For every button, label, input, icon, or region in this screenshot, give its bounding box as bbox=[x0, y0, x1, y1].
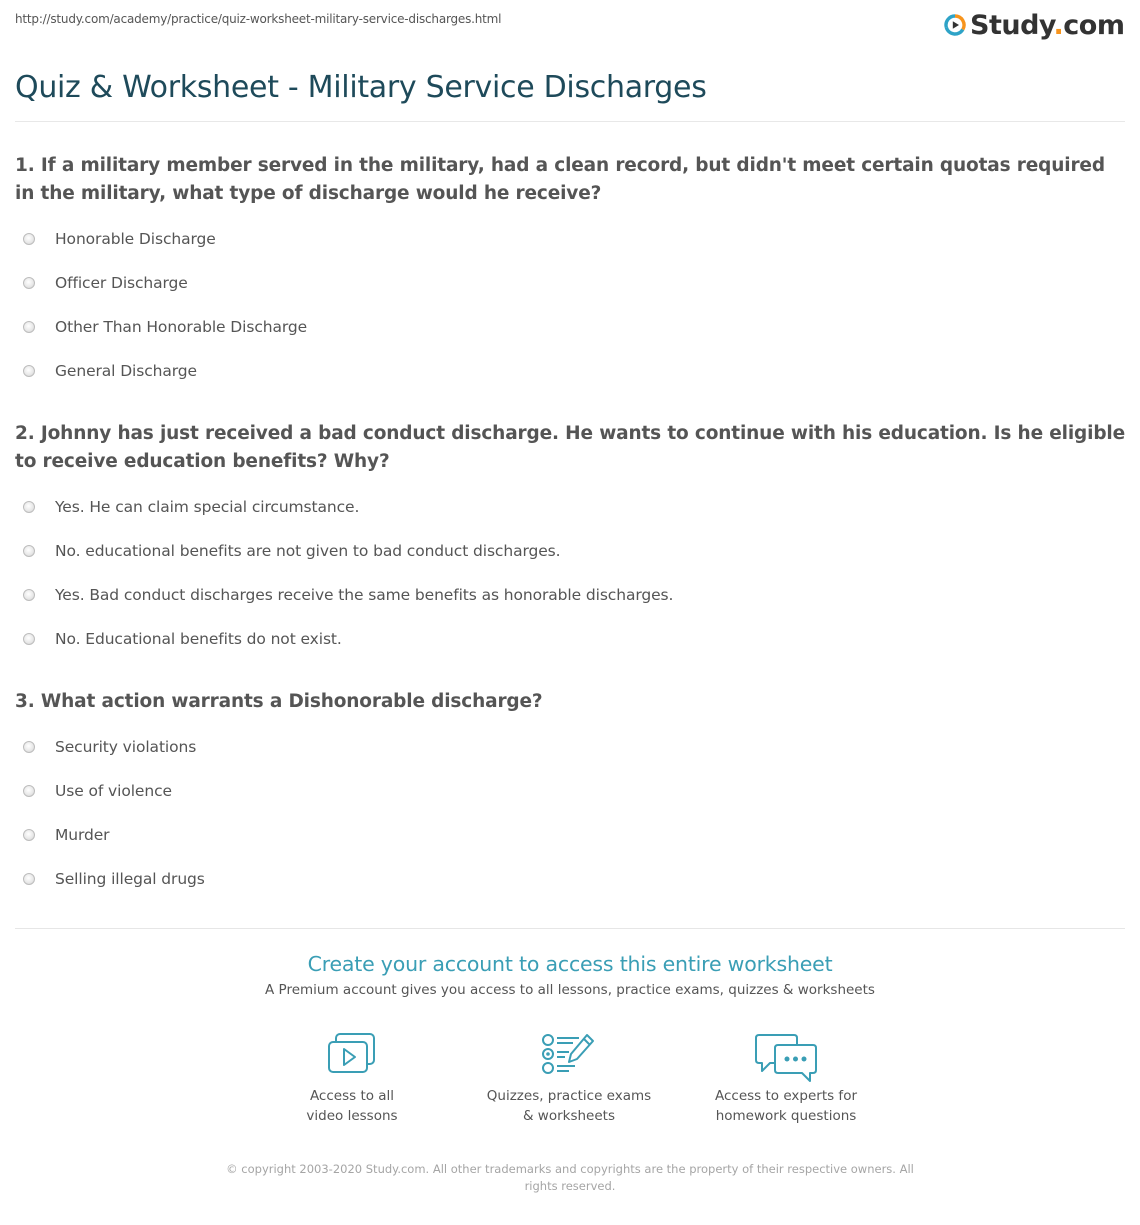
radio-button[interactable] bbox=[23, 633, 35, 645]
radio-button[interactable] bbox=[23, 873, 35, 885]
chat-bubbles-icon bbox=[686, 1032, 886, 1084]
section-divider bbox=[15, 928, 1125, 929]
radio-button[interactable] bbox=[23, 545, 35, 557]
answer-option[interactable]: Officer Discharge bbox=[15, 272, 1125, 294]
page-title: Quiz & Worksheet - Military Service Discharges bbox=[15, 70, 707, 105]
title-divider bbox=[15, 121, 1125, 122]
radio-button[interactable] bbox=[23, 501, 35, 513]
answer-option[interactable]: Yes. He can claim special circumstance. bbox=[15, 496, 1125, 518]
answer-option[interactable]: No. educational benefits are not given to bad conduct discharges. bbox=[15, 540, 1125, 562]
cta-title[interactable]: Create your account to access this entire worksheet bbox=[307, 952, 833, 976]
feature-quizzes bbox=[469, 1032, 669, 1126]
answer-options bbox=[15, 736, 1125, 890]
answer-option[interactable]: Other Than Honorable Discharge bbox=[15, 316, 1125, 338]
answer-option[interactable]: Security violations bbox=[15, 736, 1125, 758]
feature-label-line: video lessons bbox=[306, 1108, 398, 1124]
question-3 bbox=[15, 688, 1125, 890]
radio-button[interactable] bbox=[23, 233, 35, 245]
question-text: 3. What action warrants a Dishonorable discharge? bbox=[15, 691, 543, 712]
feature-label-line: & worksheets bbox=[522, 1108, 615, 1124]
radio-button[interactable] bbox=[23, 321, 35, 333]
question-1 bbox=[15, 152, 1125, 382]
logo-text: Study.com bbox=[970, 9, 1125, 41]
radio-button[interactable] bbox=[23, 277, 35, 289]
answer-options bbox=[15, 228, 1125, 382]
answer-option[interactable]: General Discharge bbox=[15, 360, 1125, 382]
answer-option[interactable]: Use of violence bbox=[15, 780, 1125, 802]
radio-button[interactable] bbox=[23, 785, 35, 797]
cta-subtitle: A Premium account gives you access to all lessons, practice exams, quizzes & worksheets bbox=[265, 982, 875, 998]
question-text: 2. Johnny has just received a bad conduct discharge. He wants to continue with his education. Is he eligible to receive education benefits? Why? bbox=[15, 423, 1126, 472]
question-2 bbox=[15, 420, 1125, 650]
radio-button[interactable] bbox=[23, 589, 35, 601]
radio-button[interactable] bbox=[23, 829, 35, 841]
answer-options bbox=[15, 496, 1125, 650]
answer-option[interactable]: Murder bbox=[15, 824, 1125, 846]
feature-experts bbox=[686, 1032, 886, 1126]
answer-option[interactable]: Honorable Discharge bbox=[15, 228, 1125, 250]
copyright-notice: © copyright 2003-2020 Study.com. All other trademarks and copyrights are the property of their respective owners. All rights reserved. bbox=[226, 1162, 914, 1193]
feature-label-line: Access to experts for bbox=[714, 1088, 857, 1104]
study-logo[interactable] bbox=[944, 9, 1125, 41]
feature-label-line: homework questions bbox=[715, 1108, 857, 1124]
feature-video-lessons bbox=[252, 1032, 452, 1126]
video-lessons-icon bbox=[252, 1032, 452, 1076]
answer-option[interactable]: Yes. Bad conduct discharges receive the same benefits as honorable discharges. bbox=[15, 584, 1125, 606]
answer-option[interactable]: Selling illegal drugs bbox=[15, 868, 1125, 890]
answer-option[interactable]: No. Educational benefits do not exist. bbox=[15, 628, 1125, 650]
question-text: 1. If a military member served in the military, had a clean record, but didn't meet certain quotas required in the military, what type of discharge would he receive? bbox=[15, 155, 1105, 204]
page-url: http://study.com/academy/practice/quiz-worksheet-military-service-discharges.html bbox=[15, 12, 502, 26]
feature-label-line: Access to all bbox=[309, 1088, 395, 1104]
radio-button[interactable] bbox=[23, 741, 35, 753]
play-logo-icon bbox=[944, 14, 966, 36]
feature-label-line: Quizzes, practice exams bbox=[486, 1088, 652, 1104]
quiz-checklist-icon bbox=[469, 1032, 669, 1076]
radio-button[interactable] bbox=[23, 365, 35, 377]
